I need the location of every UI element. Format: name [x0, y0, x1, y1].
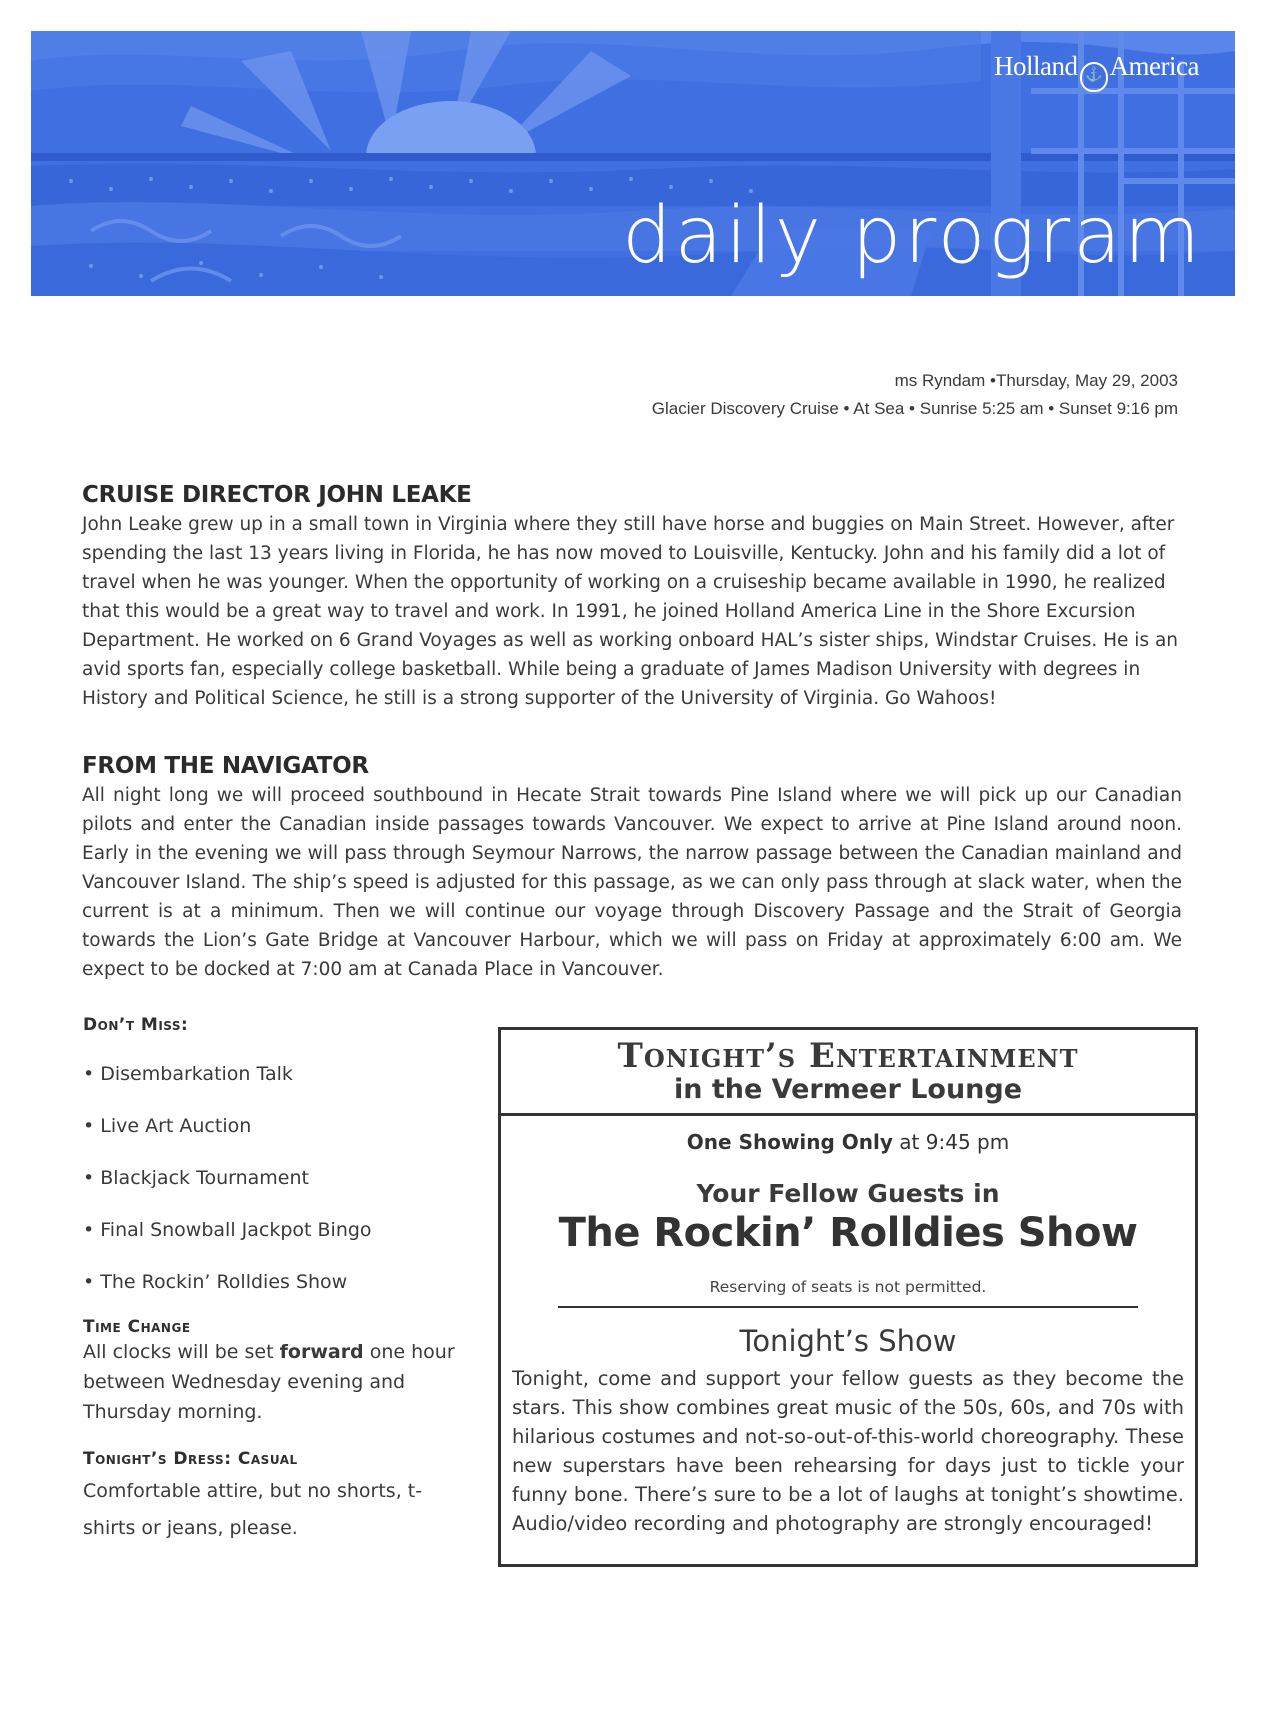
dress-code-body: Comfortable attire, but no shorts, t-shirts or jeans, please.	[83, 1480, 423, 1539]
header-banner	[31, 31, 1235, 296]
divider	[558, 1306, 1138, 1308]
dont-miss-item: • Live Art Auction	[83, 1115, 252, 1137]
showing-time: One Showing Only at 9:45 pm	[686, 1130, 1010, 1154]
cruise-director-section	[82, 482, 1182, 713]
navigator-body: All night long we will proceed southbound in Hecate Strait towards Pine Island where we will pick up our Canadian pilots and enter the Canadian inside passages towards Vancouver. We expect to arrive at Pine Island around noon. Early in the evening we will pass through Seymour Narrows, the narrow passage between the Canadian mainland and Vancouver Island. The ship’s speed is adjusted for this passage, as we can only pass through at slack water, when the current is at a minimum. Then we will continue our voyage through Discovery Passage and the Strait of Georgia towards the Lion’s Gate Bridge at Vancouver Harbour, which we will pass on Friday at approximately 6:00 am. We expect to be docked at 7:00 am at Canada Place in Vancouver.	[82, 785, 1182, 980]
dont-miss-item: • Blackjack Tournament	[83, 1167, 309, 1189]
page-title: daily program	[622, 191, 1203, 281]
time-change-title: Time Change	[83, 1317, 191, 1337]
show-description: Tonight, come and support your fellow guests as they become the stars. This show combines great music of the 50s, 60s, and 70s with hilarious costumes and not-so-out-of-this-world choreography. These new superstars have been rehearsing for days just to tickle your funny bone. There’s sure to be a lot of laughs at tonight’s showtime. Audio/video recording and photography are strongly encouraged!	[512, 1367, 1184, 1535]
cruise-director-body: John Leake grew up in a small town in Virginia where they still have horse and buggies on Main Street. However, after spending the last 13 years living in Florida, he has now moved to Louisville, Kentucky. John and his family did a lot of travel when he was younger. When the opportunity of working on a cruiseship became available in 1990, he realized that this would be a great way to travel and work. In 1991, he joined Holland America Line in the Shore Excursion Department. He worked on 6 Grand Voyages as well as working onboard HAL’s sister ships, Windstar Cruises. He is an avid sports fan, especially college basketball. While being a graduate of James Madison University with degrees in History and Political Science, he still is a strong supporter of the University of Virginia. Go Wahoos!	[82, 514, 1179, 709]
dont-miss-item: • Disembarkation Talk	[83, 1063, 293, 1085]
dress-code-title: Tonight’s Dress: Casual	[83, 1449, 298, 1469]
crest-icon: ⚓	[1080, 62, 1108, 92]
ship-date-line: ms Ryndam •Thursday, May 29, 2003	[894, 371, 1178, 390]
brand-name-left: Holland	[994, 51, 1078, 81]
guests-line: Your Fellow Guests in	[696, 1179, 1000, 1208]
cruise-sun-line: Glacier Discovery Cruise • At Sea • Sunrise 5:25 am • Sunset 9:16 pm	[651, 399, 1178, 418]
dont-miss-title: Don’t Miss:	[83, 1015, 189, 1035]
dont-miss-item: • Final Snowball Jackpot Bingo	[83, 1219, 372, 1241]
entertainment-title: Tonight’s Entertainment	[617, 1036, 1079, 1076]
reserve-note: Reserving of seats is not permitted.	[709, 1278, 987, 1296]
entertainment-venue: in the Vermeer Lounge	[673, 1074, 1023, 1105]
cruise-director-title: CRUISE DIRECTOR JOHN LEAKE	[82, 482, 472, 508]
entertainment-box	[498, 1027, 1198, 1567]
show-name: The Rockin’ Rolldies Show	[558, 1210, 1138, 1256]
brand-logo	[994, 51, 1199, 92]
entertainment-header	[501, 1030, 1195, 1116]
left-column	[83, 1015, 463, 1547]
voyage-info	[652, 367, 1178, 423]
dont-miss-item: • The Rockin’ Rolldies Show	[83, 1271, 348, 1293]
navigator-title: FROM THE NAVIGATOR	[82, 753, 369, 779]
time-change-body: All clocks will be set forward one hour between Wednesday evening and Thursday morning.	[83, 1341, 455, 1423]
navigator-section	[82, 753, 1182, 984]
tonights-show-heading: Tonight’s Show	[739, 1324, 957, 1358]
brand-name-right: America	[1109, 51, 1199, 81]
